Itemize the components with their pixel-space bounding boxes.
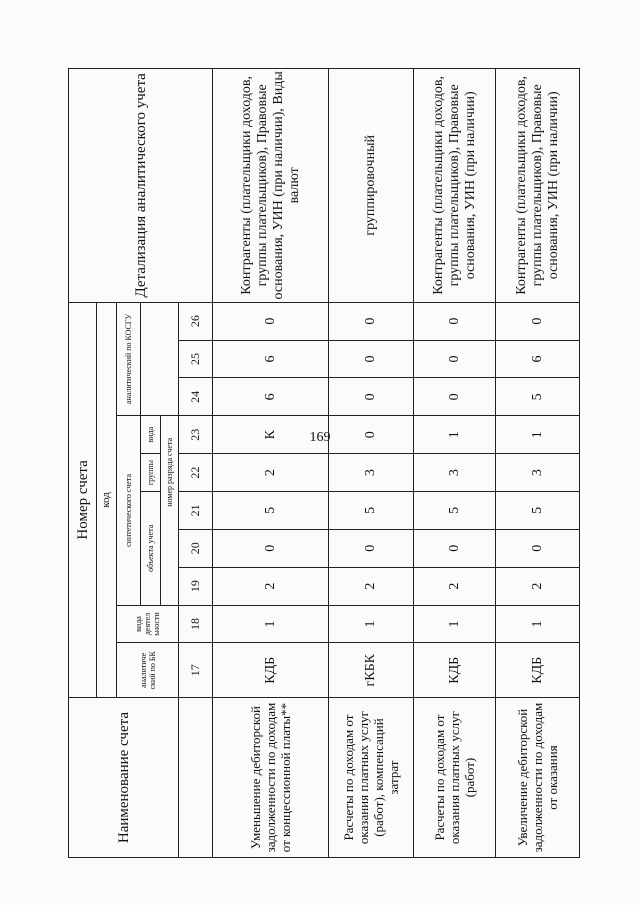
header-name-blank: [179, 698, 213, 858]
code-24: 0: [329, 378, 414, 416]
code-20: 0: [213, 529, 329, 567]
rotated-table-wrapper: [68, 68, 579, 858]
digit-22: 22: [179, 454, 213, 492]
code-19: 2: [414, 567, 496, 605]
code-23: 0: [329, 416, 414, 454]
table-row: [329, 69, 414, 858]
code-26: 0: [213, 302, 329, 340]
code-25: 0: [329, 340, 414, 378]
code-19: 2: [329, 567, 414, 605]
code-22: 3: [496, 454, 580, 492]
code-22: 3: [414, 454, 496, 492]
code-17: КДБ: [496, 643, 580, 698]
code-20: 0: [329, 529, 414, 567]
table-row: [414, 69, 496, 858]
digit-19: 19: [179, 567, 213, 605]
code-24: 0: [414, 378, 496, 416]
code-18: 1: [496, 605, 580, 643]
header-synthetic: синтетического счета: [117, 416, 141, 605]
code-26: 0: [329, 302, 414, 340]
code-26: 0: [496, 302, 580, 340]
code-19: 2: [496, 567, 580, 605]
row-detail: группировочный: [329, 69, 414, 303]
code-18: 1: [213, 605, 329, 643]
accounts-table: [68, 68, 580, 858]
code-20: 0: [496, 529, 580, 567]
code-21: 5: [414, 491, 496, 529]
digit-20: 20: [179, 529, 213, 567]
header-activity-type: вида деятел ьности: [117, 605, 179, 643]
code-17: гКБК: [329, 643, 414, 698]
row-name: Уменьшение дебиторской задолженности по доходам от концессионной платы**: [213, 698, 329, 858]
code-25: 6: [213, 340, 329, 378]
row-detail: Контрагенты (плательщики доходов, группы плательщиков), Правовые основания, УИН (при наличии): [414, 69, 496, 303]
code-17: КДБ: [213, 643, 329, 698]
header-analytic-kosgu: аналитический по КОСГУ: [117, 302, 141, 416]
code-25: 0: [414, 340, 496, 378]
code-21: 5: [496, 491, 580, 529]
header-digit-number: номер разряда счета: [161, 340, 179, 605]
code-19: 2: [213, 567, 329, 605]
header-object: объекта учета: [141, 491, 161, 605]
code-24: 6: [213, 378, 329, 416]
header-analytic-bk: аналитиче ский по БК: [117, 643, 179, 698]
header-account-number: Номер счета: [69, 302, 97, 697]
row-name: Расчеты по доходам от оказания платных услуг (работ): [414, 698, 496, 858]
row-detail: Контрагенты (плательщики доходов, группы плательщиков), Правовые основания, УИН (при наличии): [496, 69, 580, 303]
code-17: КДБ: [414, 643, 496, 698]
code-26: 0: [414, 302, 496, 340]
table-row: [213, 69, 329, 858]
code-21: 5: [213, 491, 329, 529]
header-group: группы: [141, 454, 161, 492]
digit-21: 21: [179, 491, 213, 529]
page-number: 169: [309, 430, 331, 445]
code-18: 1: [329, 605, 414, 643]
digit-23: 23: [179, 416, 213, 454]
header-name: Наименование счета: [69, 698, 179, 858]
code-22: 3: [329, 454, 414, 492]
code-25: 6: [496, 340, 580, 378]
digit-26: 26: [179, 302, 213, 340]
row-name: Увеличение дебиторской задолженности по доходам от оказания: [496, 698, 580, 858]
code-24: 5: [496, 378, 580, 416]
code-23: 1: [496, 416, 580, 454]
digit-25: 25: [179, 340, 213, 378]
code-18: 1: [414, 605, 496, 643]
digit-17: 17: [179, 643, 213, 698]
digit-18: 18: [179, 605, 213, 643]
row-detail: Контрагенты (плательщики доходов, группы плательщиков), Правовые основания, УИН (при наличии), Виды валют: [213, 69, 329, 303]
header-detail: Детализация аналитического учета: [69, 69, 213, 303]
row-name: Расчеты по доходам от оказания платных услуг (работ), компенсаций затрат: [329, 698, 414, 858]
code-20: 0: [414, 529, 496, 567]
code-23: 1: [414, 416, 496, 454]
header-type: вида: [141, 416, 161, 454]
code-23: К: [213, 416, 329, 454]
code-22: 2: [213, 454, 329, 492]
digit-24: 24: [179, 378, 213, 416]
header-kod: код: [97, 302, 117, 697]
code-21: 5: [329, 491, 414, 529]
table-row: [496, 69, 580, 858]
